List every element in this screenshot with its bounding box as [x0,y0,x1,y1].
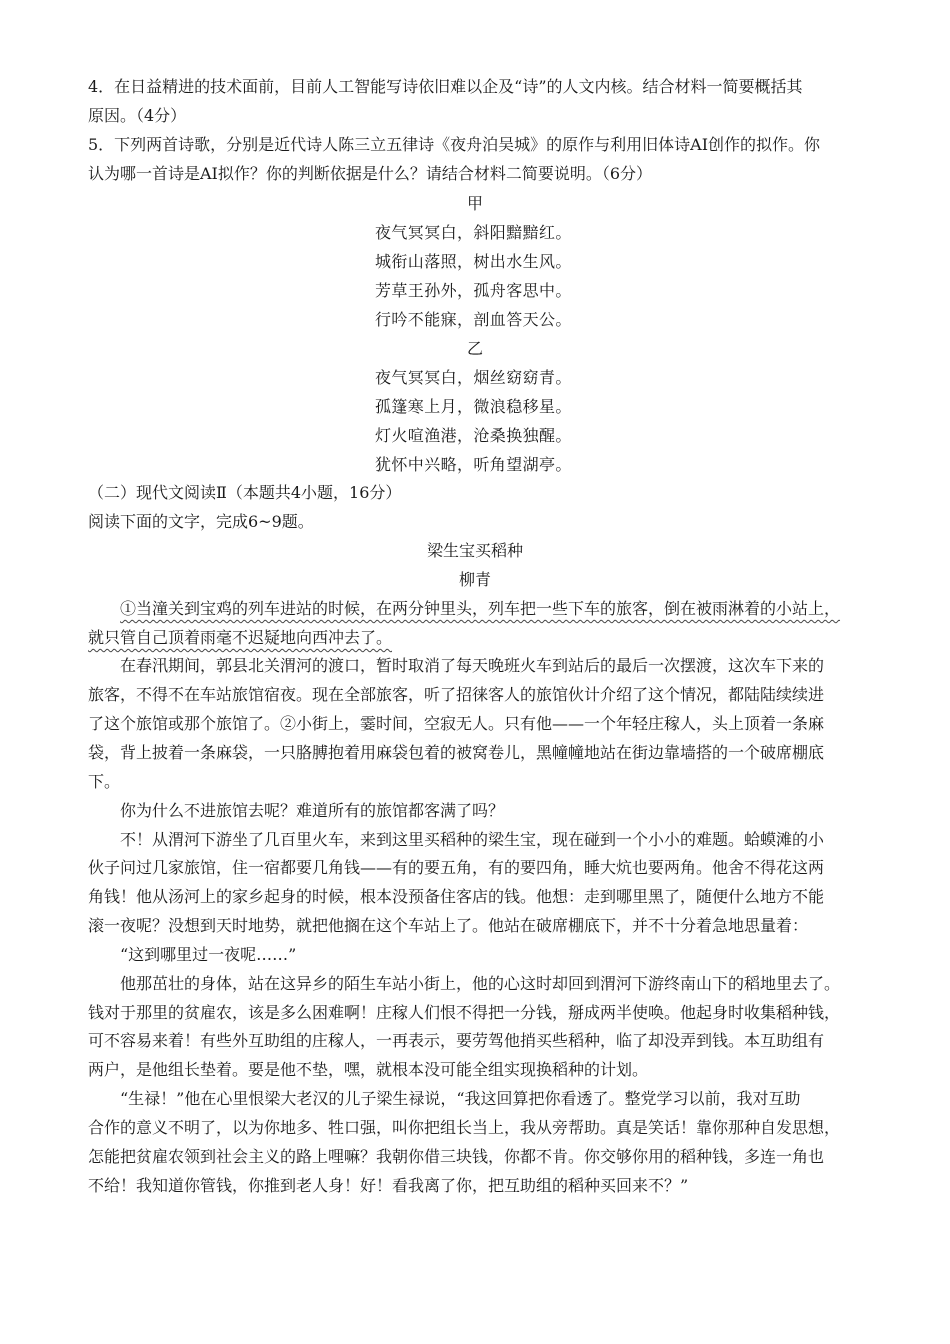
story-paragraph-line: “这到哪里过一夜呢……” [120,945,297,964]
story-paragraph-line: 在春汛期间，郭县北关渭河的渡口，暂时取消了每天晚班火车到站后的最后一次摆渡，这次车下来的 [120,656,825,675]
story-paragraph-line: 他那茁壮的身体，站在这异乡的陌生车站小街上，他的心这时却回到渭河下游终南山下的稻地里去了。 [120,974,841,993]
story-paragraph-line: 就只管自己顶着雨毫不迟疑地向西冲去了。 [88,628,393,647]
story-paragraph-line: 了这个旅馆或那个旅馆了。②小街上，霎时间，空寂无人。只有他——一个年轻庄稼人，头上顶着一条麻 [88,714,825,733]
story-paragraph-line: 角钱！他从汤河上的家乡起身的时候，根本没预备住客店的钱。他想：走到哪里黑了，随便什么地方不能 [88,887,825,906]
poem-a-line: 城衔山落照，树出水生风。 [375,252,572,271]
poem-a-line: 夜气冥冥白，斜阳黯黯红。 [375,223,572,242]
poem-a-label: 甲 [466,194,483,213]
story-paragraph-line: 旅客，不得不在车站旅馆宿夜。现在全部旅客，听了招徕客人的旅馆伙计介绍了这个情况，都陆陆续续进 [88,685,825,704]
poem-a-line: 芳草王孙外，孤舟客思中。 [375,281,572,300]
question-4-line-2: 原因。（4分） [88,106,187,125]
story-paragraph-line: 袋，背上披着一条麻袋，一只胳膊抱着用麻袋包着的被窝卷儿，黑幢幢地站在街边靠墙搭的一个破席棚底 [88,743,825,762]
story-paragraph-line: “生禄！”他在心里恨梁大老汉的儿子梁生禄说，“我这回算把你看透了。整党学习以前，我对互助 [120,1089,801,1108]
question-4-line-1: 4．在日益精进的技术面前，目前人工智能写诗依旧难以企及“诗”的人文内核。结合材料一简要概括其 [88,77,803,96]
story-author: 柳青 [458,570,491,589]
question-5-line-2: 认为哪一首诗是AI拟作？你的判断依据是什么？请结合材料二简要说明。（6分） [88,164,653,183]
story-paragraph-line: 可不容易来着！有些外互助组的庄稼人，一再表示，要劳驾他捎买些稻种，临了却没弄到钱。本互助组有 [88,1031,825,1050]
story-paragraph-line: 两户，是他组长垫着。要是他不垫，嘿，就根本没可能全组实现换稻种的计划。 [88,1060,649,1079]
story-paragraph-line: 你为什么不进旅馆去呢？难道所有的旅馆都客满了吗？ [120,801,505,820]
story-paragraph-line: 滚一夜呢？没想到天时地势，就把他搁在这个车站上了。他站在破席棚底下，并不十分着急地思量着： [88,916,809,935]
poem-b-line: 夜气冥冥白，烟丝窈窈青。 [375,368,572,387]
story-paragraph-line: 伙子问过几家旅馆，住一宿都要几角钱——有的要五角，有的要四角，睡大炕也要两角。他舍不得花这两 [88,858,825,877]
story-paragraph-line: 不给！我知道你管钱，你推到老人身！好！看我离了你，把互助组的稻种买回来不？” [88,1176,689,1195]
story-paragraph-line: 钱对于那里的贫雇农，该是多么困难啊！庄稼人们恨不得把一分钱，掰成两半使唤。他起身时收集稻种钱， [88,1003,841,1022]
section-heading: （二）现代文阅读Ⅱ（本题共4小题，16分） [88,483,402,502]
poem-b-line: 犹怀中兴略，听角望湖亭。 [375,455,572,474]
poem-b-line: 孤篷寒上月，微浪稳移星。 [375,397,572,416]
poem-a-line: 行吟不能寐，剖血答天公。 [375,310,572,329]
story-paragraph-line: 下。 [88,772,121,791]
question-5-line-1: 5．下列两首诗歌，分别是近代诗人陈三立五律诗《夜舟泊吴城》的原作与利用旧体诗AI创作的拟作。你 [88,135,821,154]
poem-b-line: 灯火喧渔港，沧桑换独醒。 [375,426,572,445]
story-paragraph-line: 合作的意义不明了，以为你地多、牲口强，叫你把组长当上，我从旁帮助。真是笑话！靠你那种自发思想， [88,1118,841,1137]
story-paragraph-line: 不！从渭河下游坐了几百里火车，来到这里买稻种的梁生宝，现在碰到一个小小的难题。蛤蟆滩的小 [120,830,825,849]
section-instruction: 阅读下面的文字，完成6~9题。 [88,512,314,531]
story-title: 梁生宝买稻种 [426,541,523,560]
poem-b-label: 乙 [466,339,483,358]
story-paragraph-line: 怎能把贫雇农领到社会主义的路上哩嘛？我朝你借三块钱，你都不肯。你交够你用的稻种钱，多连一角也 [88,1147,825,1166]
story-paragraph-line: ①当潼关到宝鸡的列车进站的时候，在两分钟里头，列车把一些下车的旅客，倒在被雨淋着的小站上， [120,599,841,618]
